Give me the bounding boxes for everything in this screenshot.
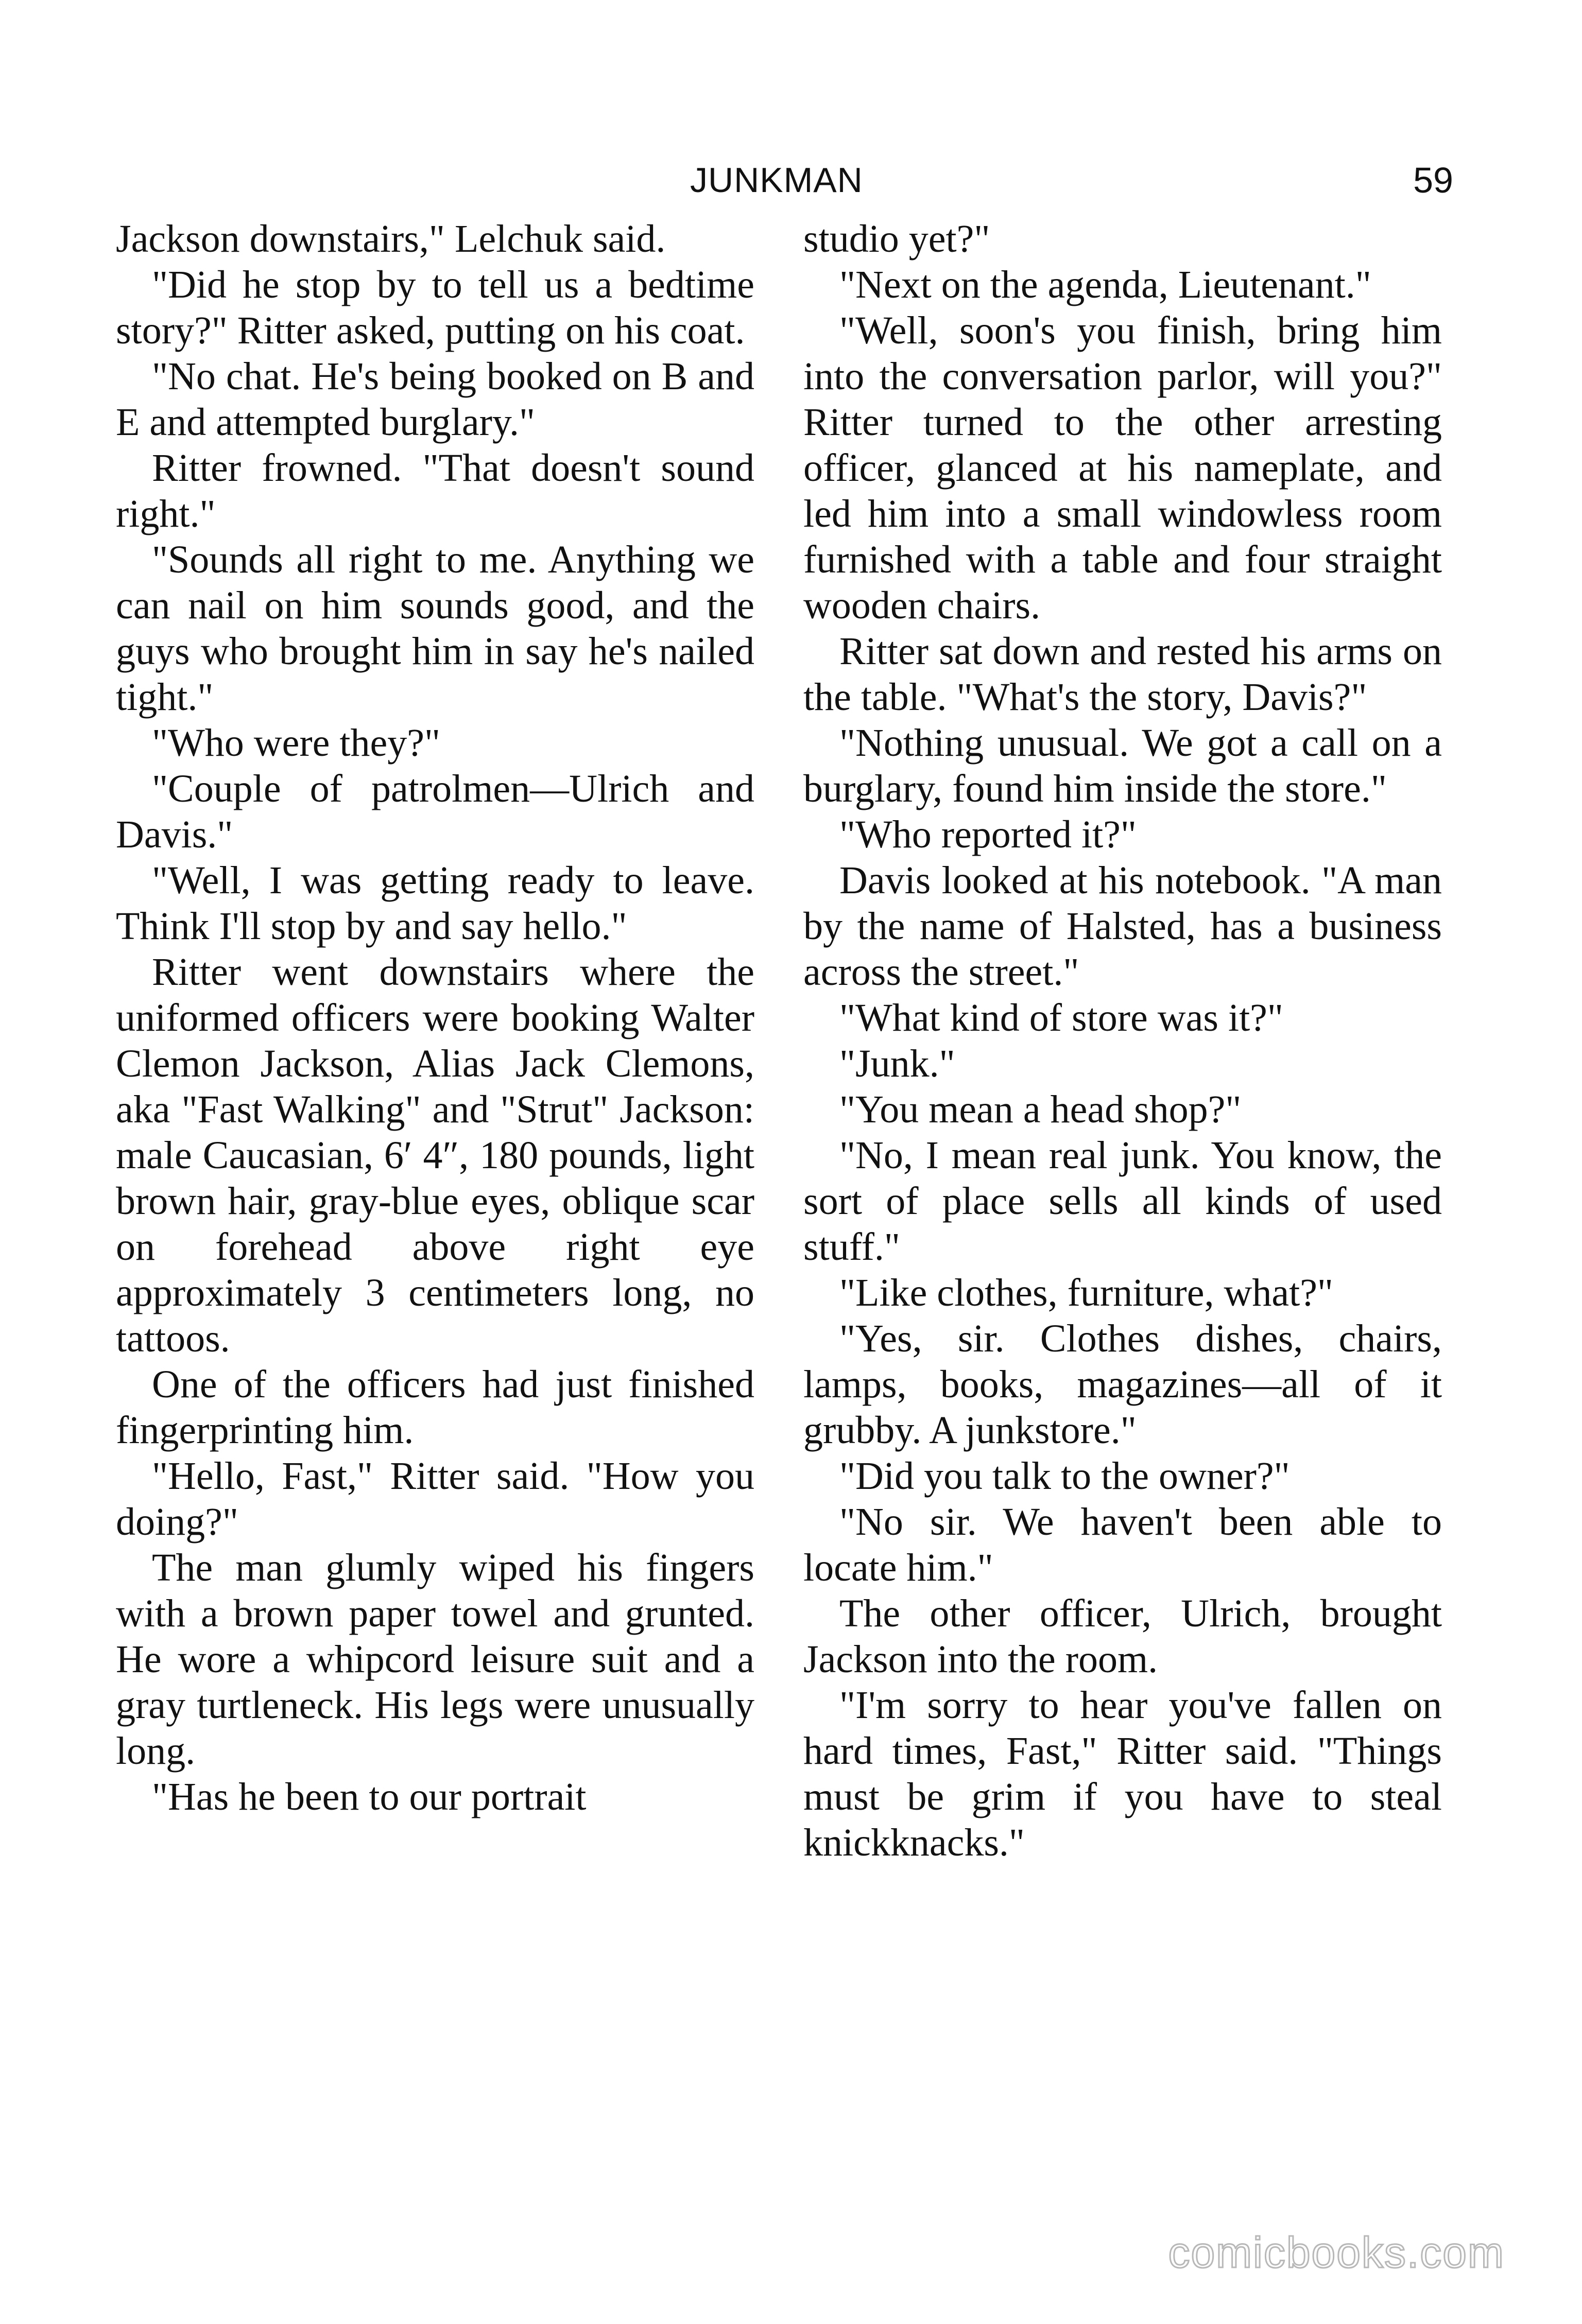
paragraph: "You mean a head shop?" — [839, 1088, 1242, 1131]
paragraph: studio yet?" — [803, 217, 990, 261]
paragraph: Ritter frowned. "That doesn't sound right." — [116, 446, 754, 535]
paragraph: "I'm sorry to hear you've fallen on hard times, Fast," Ritter said. "Things must be grim if you have to steal knickknacks." — [803, 1684, 1442, 1864]
paragraph: The other officer, Ulrich, brought Jackson into the room. — [803, 1592, 1442, 1681]
paragraph: Ritter sat down and rested his arms on the table. "What's the story, Davis?" — [803, 630, 1442, 719]
paragraph: "Who reported it?" — [839, 813, 1137, 856]
paragraph: "Well, I was getting ready to leave. Think I'll stop by and say hello." — [116, 859, 754, 948]
paragraph: "No, I mean real junk. You know, the sort of place sells all kinds of used stuff." — [803, 1134, 1442, 1269]
paragraph: "Did he stop by to tell us a bedtime story?" Ritter asked, putting on his coat. — [116, 263, 754, 352]
paragraph: "Next on the agenda, Lieutenant." — [839, 263, 1371, 306]
paragraph: "No sir. We haven't been able to locate him." — [803, 1500, 1442, 1589]
paragraph: "Who were they?" — [152, 721, 441, 765]
paragraph: "Well, soon's you finish, bring him into the conversation parlor, will you?" Ritter turned to the other arresting officer, glanced at his nameplate, and led him into a small windowless room furnished with a table and four straight wooden chairs. — [803, 309, 1442, 627]
paragraph: "Like clothes, furniture, what?" — [839, 1271, 1333, 1314]
paragraph: "Yes, sir. Clothes dishes, chairs, lamps, books, magazines—all of it grubby. A junkstore." — [803, 1317, 1442, 1452]
page-header — [0, 154, 1582, 211]
paragraph: "What kind of store was it?" — [839, 996, 1283, 1039]
paragraph: "Sounds all right to me. Anything we can nail on him sounds good, and the guys who brought him in say he's nailed tight." — [116, 538, 754, 719]
page-number: 59 — [1413, 160, 1453, 200]
paragraph: Jackson downstairs," Lelchuk said. — [116, 217, 666, 261]
paragraph: "Nothing unusual. We got a call on a burglary, found him inside the store." — [803, 721, 1442, 810]
watermark: comicbooks.com — [1168, 2228, 1505, 2277]
paragraph: The man glumly wiped his fingers with a brown paper towel and grunted. He wore a whipcord leisure suit and a gray turtleneck. His legs were unusually long. — [116, 1546, 754, 1773]
paragraph: "No chat. He's being booked on B and E and attempted burglary." — [116, 355, 754, 444]
running-head: JUNKMAN — [690, 161, 863, 200]
paragraph: "Did you talk to the owner?" — [839, 1454, 1290, 1498]
paragraph: Ritter went downstairs where the uniformed officers were booking Walter Clemon Jackson, Alias Jack Clemons, aka "Fast Walking" and "Strut" Jackson: male Caucasian, 6′ 4″, 180 pounds, light brown hair, gray-blue eyes, oblique scar on forehead above right eye approximately 3 centimeters long, no tattoos. — [116, 950, 754, 1360]
paragraph: "Hello, Fast," Ritter said. "How you doing?" — [116, 1454, 754, 1543]
paragraph: One of the officers had just finished fingerprinting him. — [116, 1363, 754, 1452]
paragraph: Davis looked at his notebook. "A man by the name of Halsted, has a business across the street." — [803, 859, 1442, 994]
left-column — [116, 216, 754, 1820]
right-column — [803, 216, 1442, 1866]
paragraph: "Junk." — [839, 1042, 955, 1085]
paragraph: "Couple of patrolmen—Ulrich and Davis." — [116, 767, 754, 856]
paragraph: "Has he been to our portrait — [152, 1775, 587, 1818]
